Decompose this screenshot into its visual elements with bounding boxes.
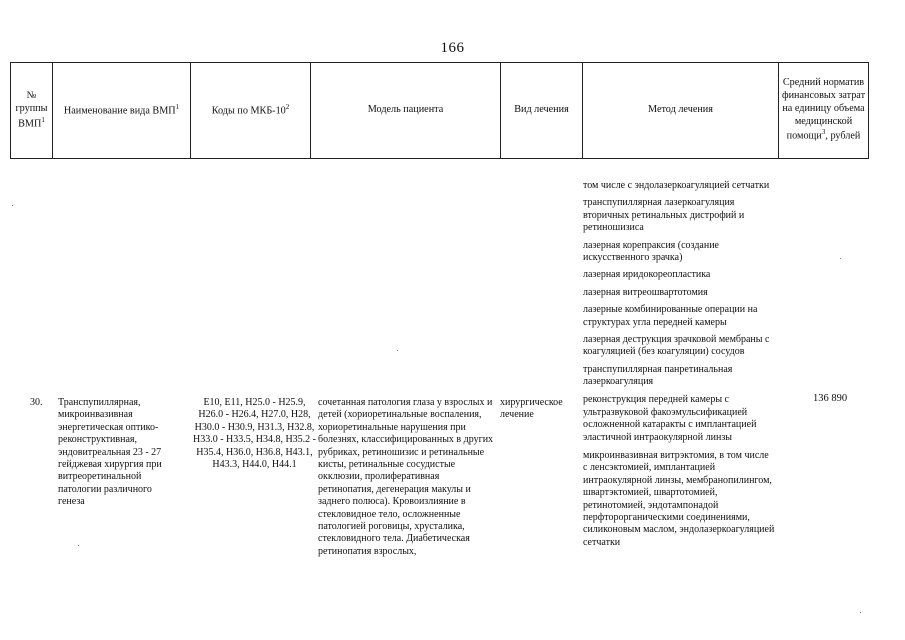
row-icd-codes: E10, E11, H25.0 - H25.9, H26.0 - H26.4, H27.0, H28, H30.0 - H30.9, H31.3, H32.8, H33.0 - H33.5, H34.8, H35.2 - H35.4, H36.0, H36.8, H43.1, H43.3, H44.0, H44.1 xyxy=(192,397,317,470)
header-treatment-type: Вид лечения xyxy=(501,63,583,159)
method-item: том числе с эндолазеркоагуляцией сетчатки xyxy=(583,180,770,191)
row-group-number: 30. xyxy=(30,397,43,408)
method-item: лазерная витреошвартотомия xyxy=(583,286,708,298)
footnote-mark: 2 xyxy=(285,102,290,111)
method-item: транспупиллярная лазеркоагуляция вторичных ретинальных дистрофий и ретиношизиса xyxy=(583,197,745,234)
table-header xyxy=(10,62,869,159)
method-item: лазерная деструкция зрачковой мембраны с коагуляцией (без коагуляции) сосудов xyxy=(583,333,770,358)
row-patient-model: сочетанная патология глаза у взрослых и детей (хориоретинальные воспаления, хориоретинальные нарушения при болезнях, классифицированных в других рубриках, ретиношизис и ретинальные кисты, ретинальные сосудистые окклюзии, пролиферативная ретинопатия, дегенерация макулы и заднего полюса). Кровоизлияние в стекловидное тело, осложненные патологией роговицы, хрусталика, стекловидного тела. Диабетическая ретинопатия взрослых, xyxy=(318,397,494,557)
method-item: лазерная корепраксия (создание искусственного зрачка) xyxy=(583,239,719,263)
header-group-number-label: № группы ВМП xyxy=(15,90,48,130)
method-item: транспупиллярная панретинальная лазеркоагуляция xyxy=(583,363,733,388)
header-group-number xyxy=(11,63,53,159)
header-vmp-name xyxy=(53,63,191,159)
row-vmp-name: Транспупиллярная, микроинвазивная энергетическая оптико-реконструктивная, эндовитреальная 23 - 27 гейджевая хирургия при витреоретинальной патологии различного генеза xyxy=(58,397,162,508)
scan-speck xyxy=(12,205,13,206)
header-vmp-name-label: Наименование вида ВМП xyxy=(63,105,176,117)
footnote-mark: 1 xyxy=(41,115,45,124)
scan-speck xyxy=(840,258,841,259)
method-item: микроинвазивная витрэктомия, в том числе с ленсэктомией, имплантацией интраокулярной линзы, мембранопилингом, швартэктомией, швартотомией, ретинотомией, эндотампонадой перфторорганическими соединениями, силиконовым маслом, эндолазеркоагуляцией сетчатки xyxy=(583,450,775,548)
header-average-cost xyxy=(779,63,869,159)
header-icd-codes xyxy=(191,63,311,159)
scan-speck xyxy=(397,350,398,351)
scan-speck xyxy=(860,612,861,613)
page-number: 166 xyxy=(440,40,465,56)
row-treatment-type: хирургическое лечение xyxy=(500,397,563,421)
method-item: лазерные комбинированные операции на структурах угла передней камеры xyxy=(583,304,758,328)
header-icd-codes-label: Коды по МКБ-10 xyxy=(211,105,286,117)
header-patient-model: Модель пациента xyxy=(311,63,501,159)
header-average-cost-label: Средний норматив финансовых затрат на единицу объема медицинской помощи xyxy=(781,77,866,142)
treatment-method-list xyxy=(583,180,775,555)
row-average-cost: 136 890 xyxy=(812,393,848,404)
scan-speck xyxy=(78,545,79,546)
method-item: реконструкция передней камеры с ультразвуковой факоэмульсификацией осложненной катаракты с имплантацией эластичной интраокулярной линзы xyxy=(583,394,757,443)
footnote-mark: 3 xyxy=(821,128,826,137)
header-average-cost-suffix: , рублей xyxy=(825,130,861,142)
header-treatment-method: Метод лечения xyxy=(583,63,779,159)
method-item: лазерная иридокореопластика xyxy=(583,269,711,281)
footnote-mark: 1 xyxy=(175,102,180,111)
